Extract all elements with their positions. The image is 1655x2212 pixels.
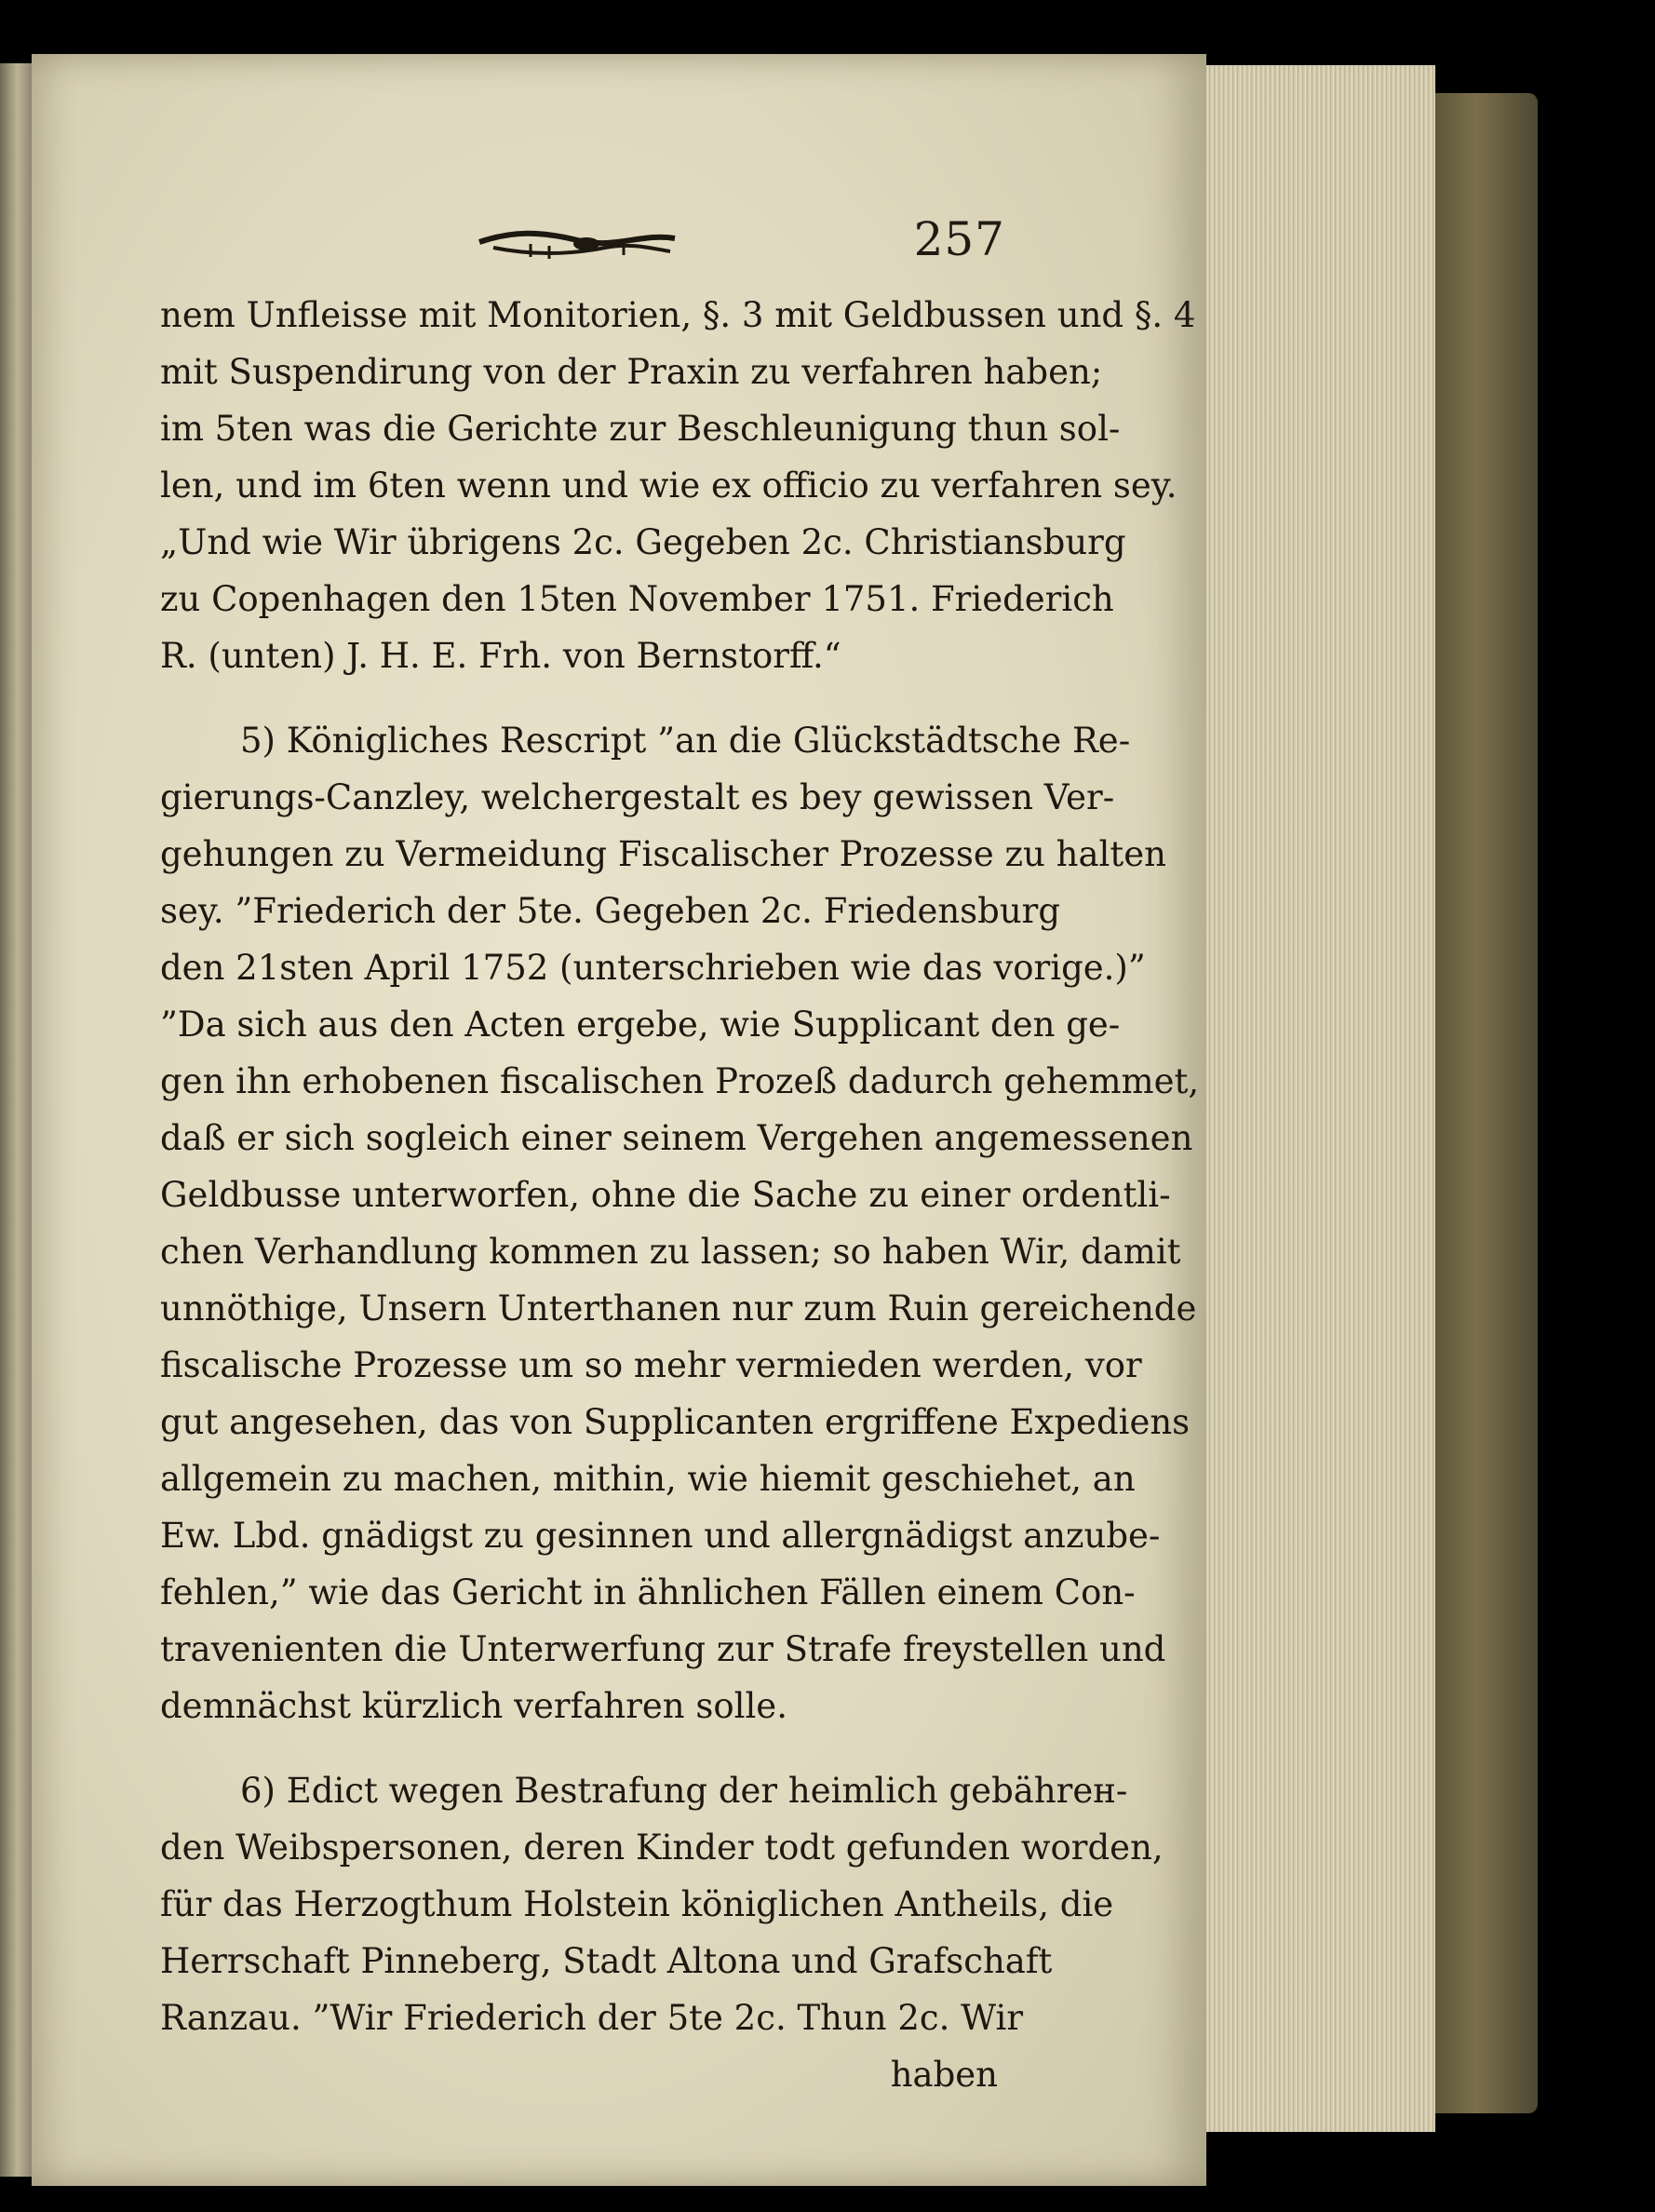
text-line: ”Da sich aus den Acten ergebe, wie Supplicant den ge- [160,1005,1121,1045]
paragraph-3 [160,1762,1164,2046]
text-line: 6) Edict wegen Bestrafung der heimlich gebährен- [240,1771,1128,1811]
text-line: gehungen zu Vermeidung Fiscalischer Prozesse zu halten [160,834,1166,874]
text-line: sey. ”Friederich der 5te. Gegeben 2c. Friedensburg [160,891,1061,931]
text-line: den Weibspersonen, deren Kinder todt gefunden worden, [160,1828,1164,1868]
text-line: Ew. Lbd. gnädigst zu gesinnen und allergnädigst anzube- [160,1516,1161,1556]
catchword: haben [890,2055,998,2095]
text-line: chen Verhandlung kommen zu lassen; so haben Wir, damit [160,1232,1181,1272]
text-line: Ranzau. ”Wir Friederich der 5te 2c. Thun 2c. Wir [160,1998,1024,2038]
text-line: fehlen,” wie das Gericht in ähnlichen Fällen einem Con- [160,1572,1136,1612]
text-line: unnöthige, Unsern Unterthanen nur zum Ruin gereichende [160,1288,1197,1329]
page-block-edges [1206,65,1435,2132]
page-header [158,212,1005,272]
text-line: Geldbusse unterworfen, ohne die Sache zu einer ordentli- [160,1175,1171,1215]
decorative-rule-icon [475,223,679,264]
text-line: len, und im 6ten wenn und wie ex officio zu verfahren sey. [160,465,1177,506]
body-text [160,287,1200,2103]
text-line: „Und wie Wir übrigens 2c. Gegeben 2c. Christiansburg [160,522,1126,562]
text-line: den 21sten April 1752 (unterschrieben wie das vorige.)” [160,948,1146,988]
text-line: im 5ten was die Gerichte zur Beschleunigung thun sol- [160,409,1121,449]
text-line: gen ihn erhobenen fiscalischen Prozeß dadurch gehemmet, [160,1061,1200,1101]
text-line: fiscalische Prozesse um so mehr vermieden werden, vor [160,1345,1142,1385]
text-line: gierungs-Canzley, welchergestalt es bey gewissen Ver- [160,777,1115,817]
page-number: 257 [913,212,1005,266]
book-cover-edge [1435,93,1538,2113]
text-line: zu Copenhagen den 15ten November 1751. Friederich [160,579,1114,619]
text-line: allgemein zu machen, mithin, wie hiemit geschiehet, an [160,1459,1136,1499]
text-line: Herrschaft Pinneberg, Stadt Altona und Grafschaft [160,1941,1053,1981]
text-line: gut angesehen, das von Supplicanten ergriffene Expediens [160,1402,1191,1442]
text-line: mit Suspendirung von der Praxin zu verfahren haben; [160,352,1103,392]
text-line: für das Herzogthum Holstein königlichen Antheils, die [160,1884,1114,1924]
paragraph-1 [160,287,1196,684]
previous-page-edge [0,63,32,2177]
text-line: 5) Königliches Rescript ”an die Glückstädtsche Re- [240,721,1131,761]
text-line: nem Unfleisse mit Monitorien, §. 3 mit Geldbussen und §. 4 [160,295,1196,335]
text-line: demnächst kürzlich verfahren solle. [160,1686,787,1726]
paragraph-2 [160,712,1200,1734]
text-line: R. (unten) J. H. E. Frh. von Bernstorff.“ [160,636,841,676]
text-line: daß er sich sogleich einer seinem Vergehen angemessenen [160,1118,1193,1158]
text-line: travenienten die Unterwerfung zur Strafe freystellen und [160,1629,1166,1669]
